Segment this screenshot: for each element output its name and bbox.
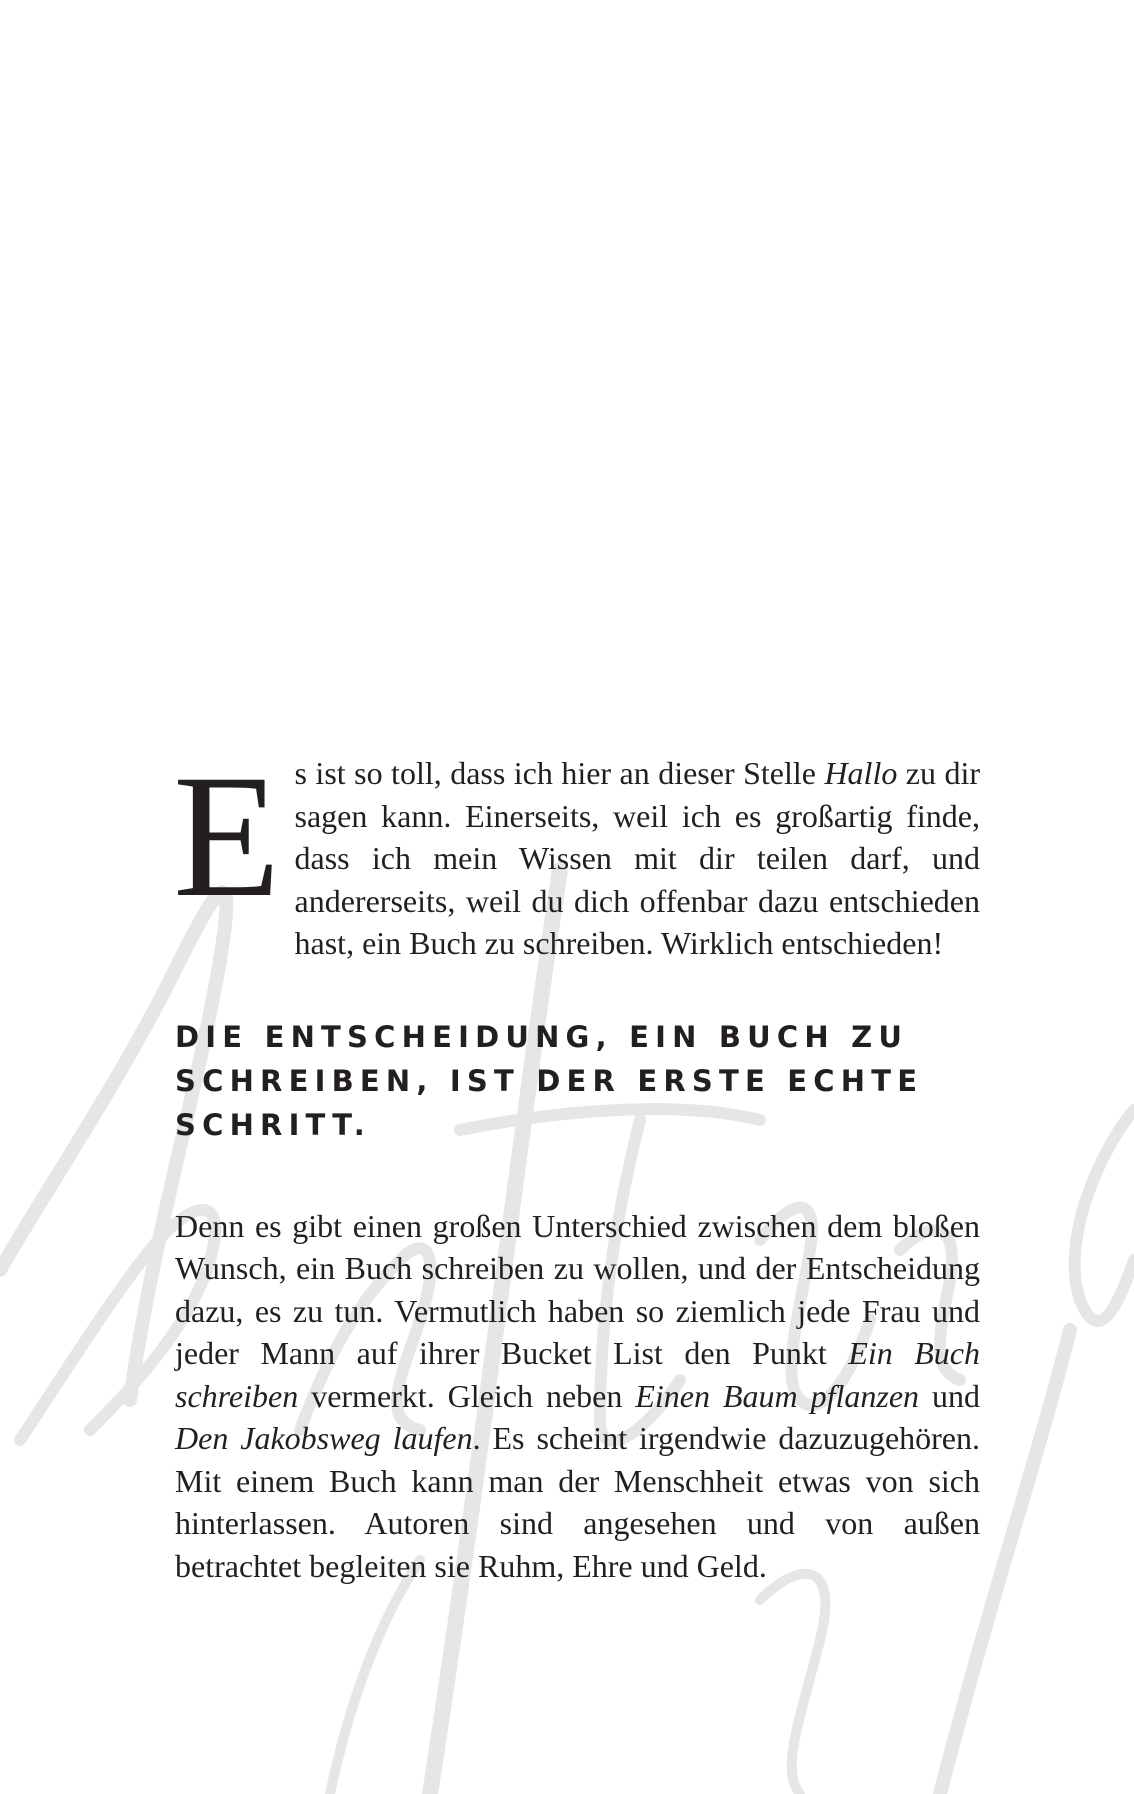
body-text-part-1: Denn es gibt einen großen Unterschied zwischen dem bloßen Wunsch, ein Buch schreiben zu wollen, und der Entscheidung dazu, es zu tun. Vermutlich haben so ziemlich jede Frau und jeder Mann auf ihrer Bucket List den Punkt	[175, 1207, 980, 1371]
page-content	[173, 739, 981, 1587]
section-heading: DIE ENTSCHEIDUNG, EIN BUCH ZU SCHREIBEN, IST DER ERSTE ECHTE SCHRITT.	[175, 1019, 924, 1142]
body-italic-2: Einen Baum pflanzen	[635, 1377, 920, 1414]
body-italic-1: Ein Buch schreiben	[175, 1335, 981, 1414]
body-text-part-2: vermerkt. Gleich neben	[298, 1377, 636, 1414]
drop-cap: E	[173, 739, 281, 934]
intro-text-rest: zu dir sagen kann. Einerseits, weil ich es großartig finde, dass ich mein Wissen mit dir teilen darf, und andererseits, weil du dich offenbar dazu entschieden hast, ein Buch zu schreiben. Wirklich entschieden!	[294, 755, 981, 961]
body-italic-3: Den Jakobsweg laufen	[175, 1420, 473, 1456]
body-text-part-4: . Es scheint irgendwie dazuzugehören. Mit einem Buch kann man der Menschheit etwas von sich hinterlassen. Autoren sind angesehen und von außen betrachtet begleiten sie Ruhm, Ehre und Geld.	[175, 1420, 981, 1584]
body-text-part-3: und	[919, 1377, 981, 1414]
intro-paragraph	[173, 739, 981, 965]
intro-text-start: s ist so toll, dass ich hier an dieser Stelle	[294, 755, 825, 791]
intro-italic-word: Hallo	[824, 755, 898, 791]
body-paragraph	[175, 1205, 980, 1588]
